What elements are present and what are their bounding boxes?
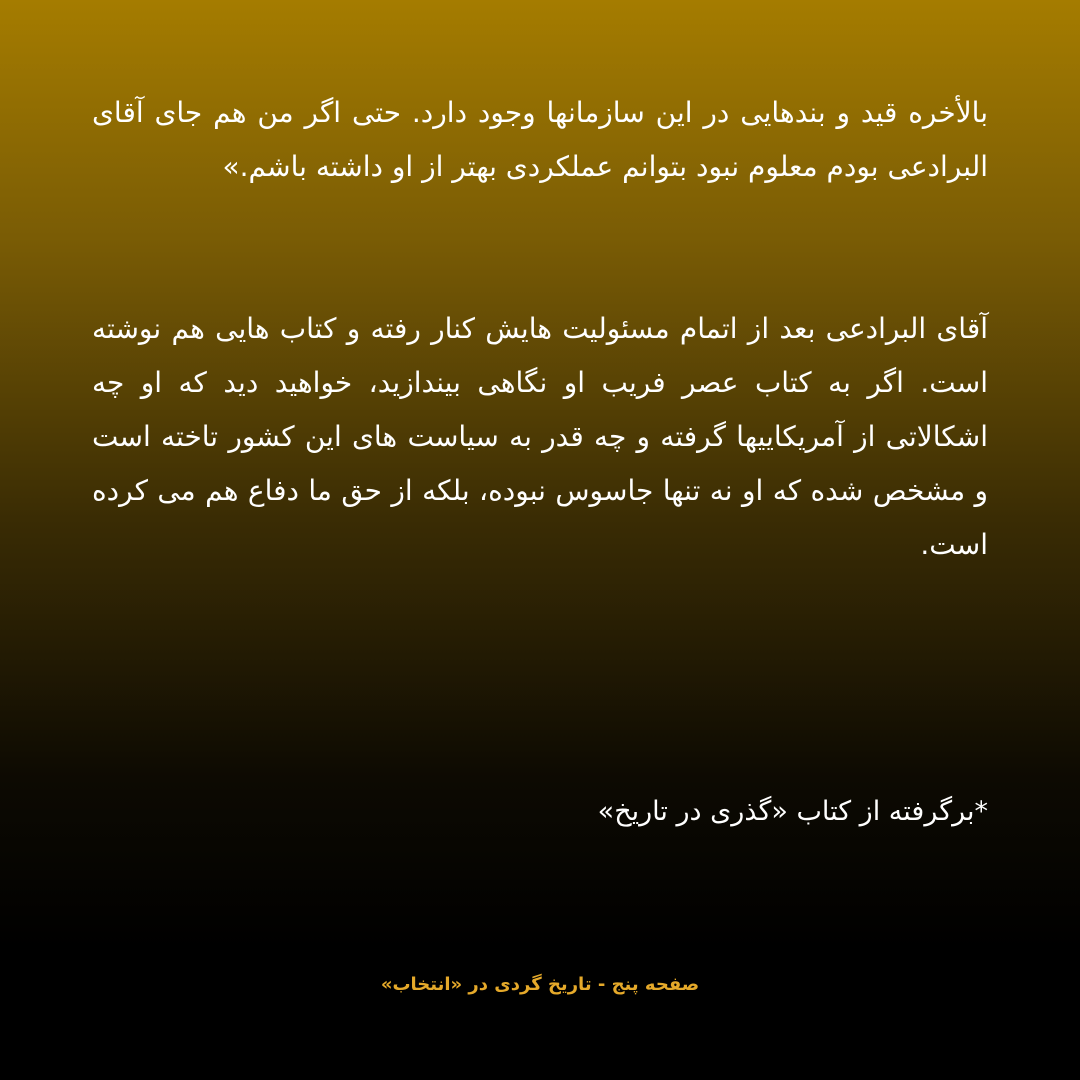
body-paragraph: آقای البرادعی بعد از اتمام مسئولیت هایش کنار رفته و کتاب هایی هم نوشته است. اگر به کتاب عصر فریب او نگاهی بیندازید، خواهید دید که او چه اشکالاتی از آمریکاییها گرفته و چه قدر به سیاست های این کشور تاخته است و مشخص شده که او نه تنها جاسوس نبوده، بلکه از حق ما دفاع هم می کرده است. bbox=[92, 312, 988, 561]
footer-caption: صفحه پنج - تاریخ گردی در «انتخاب» bbox=[380, 974, 700, 995]
source-note: *برگرفته از کتاب «گذری در تاریخ» bbox=[597, 796, 988, 827]
quote-paragraph: بالأخره قید و بندهایی در این سازمانها وجود دارد. حتی اگر من هم جای آقای البرادعی بودم معلوم نبود بتوانم عملکردی بهتر از او داشته باشم.» bbox=[92, 96, 988, 183]
